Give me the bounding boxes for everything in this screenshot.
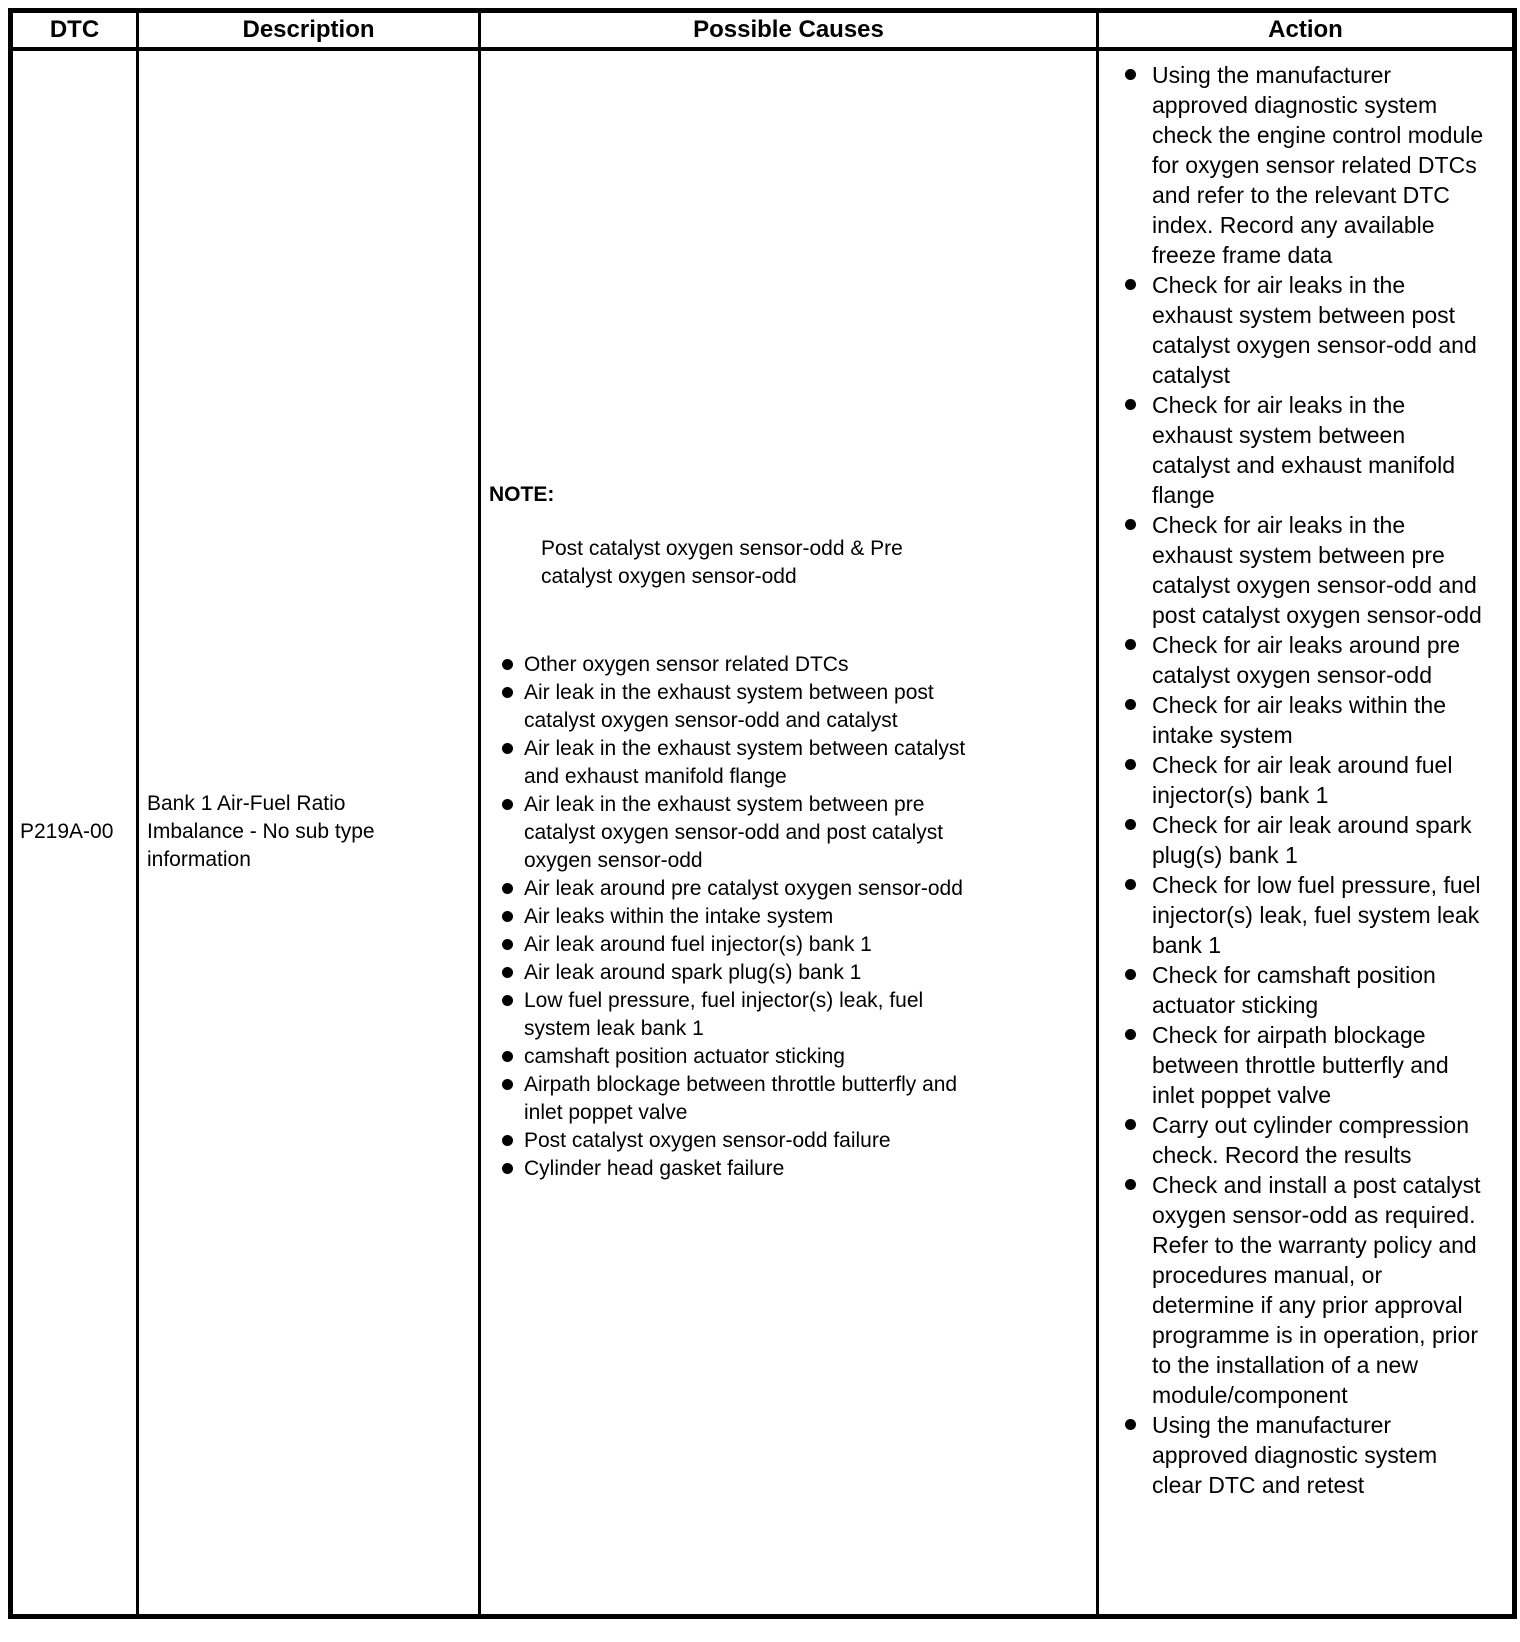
possible-cause-item-text: Air leaks within the intake system [524,905,834,929]
bullet-icon [502,1051,513,1062]
action-item-text: Check for air leak around spark plug(s) bank 1 [1152,811,1472,868]
action-item [1125,1110,1508,1170]
bullet-icon [502,939,513,950]
action-item [1125,750,1508,810]
possible-cause-item [502,1155,1088,1183]
bullet-icon [1125,1179,1136,1190]
possible-cause-item-text: Other oxygen sensor related DTCs [524,653,849,677]
bullet-icon [502,1135,513,1146]
action-item [1125,390,1508,510]
bullet-icon [502,911,513,922]
bullet-icon [1125,819,1136,830]
description-cell [138,49,480,1617]
action-item-text: Check for air leaks in the exhaust system between catalyst and exhaust manifold flange [1152,391,1456,508]
possible-cause-item-text: Airpath blockage between throttle butterfly and inlet poppet valve [524,1073,958,1125]
bullet-icon [502,687,513,698]
action-item [1125,690,1508,750]
possible-cause-item [502,791,1088,875]
note-text: Post catalyst oxygen sensor-odd & Pre catalyst oxygen sensor-odd [541,537,903,589]
bullet-icon [1125,519,1136,530]
bullet-icon [502,883,513,894]
action-item [1125,1020,1508,1110]
possible-cause-item [502,735,1088,791]
action-item [1125,630,1508,690]
action-item [1125,270,1508,390]
table-row [11,49,1515,1617]
possible-cause-item-text: Air leak in the exhaust system between pre catalyst oxygen sensor-odd and post catalyst oxygen sensor-odd [524,793,944,873]
bullet-icon [502,967,513,978]
note-label: NOTE: [489,483,555,507]
dtc-code: P219A-00 [20,820,114,844]
possible-cause-item [502,1071,1088,1127]
bullet-icon [502,799,513,810]
bullet-icon [1125,969,1136,980]
action-item-text: Check for air leaks in the exhaust system between post catalyst oxygen sensor-odd and catalyst [1152,271,1477,388]
bullet-icon [1125,69,1136,80]
possible-cause-item-text: Post catalyst oxygen sensor-odd failure [524,1129,891,1153]
possible-causes-cell [480,49,1098,1617]
dtc-diagnostic-table [8,8,1517,1619]
action-item-text: Using the manufacturer approved diagnostic system clear DTC and retest [1152,1411,1438,1498]
action-item [1125,870,1508,960]
possible-cause-item-text: camshaft position actuator sticking [524,1045,845,1069]
action-item-text: Using the manufacturer approved diagnostic system check the engine control module for oxygen sensor related DTCs and refer to the relevant DTC index. Record any available freeze frame data [1152,61,1484,268]
possible-cause-item-text: Cylinder head gasket failure [524,1157,785,1181]
action-item-text: Check for air leak around fuel injector(s) bank 1 [1152,751,1453,808]
possible-causes-list [489,651,1088,1183]
action-item-text: Check for air leaks in the exhaust system between pre catalyst oxygen sensor-odd and post catalyst oxygen sensor-odd [1152,511,1482,628]
action-item [1125,810,1508,870]
possible-cause-item [502,903,1088,931]
action-item [1125,510,1508,630]
possible-cause-item-text: Air leak around fuel injector(s) bank 1 [524,933,872,957]
possible-cause-item [502,875,1088,903]
bullet-icon [502,995,513,1006]
bullet-icon [502,1079,513,1090]
bullet-icon [1125,279,1136,290]
possible-cause-item-text: Air leak around spark plug(s) bank 1 [524,961,862,985]
possible-cause-item [502,679,1088,735]
dtc-cell [11,49,138,1617]
bullet-icon [502,1163,513,1174]
possible-cause-item-text: Air leak in the exhaust system between post catalyst oxygen sensor-odd and catalyst [524,681,934,733]
action-item-text: Check for air leaks within the intake system [1152,691,1447,748]
possible-cause-item [502,931,1088,959]
action-item-text: Check and install a post catalyst oxygen sensor-odd as required. Refer to the warranty policy and procedures manual, or determine if any prior approval programme is in operation, prior to the installation of a new module/component [1152,1171,1481,1408]
bullet-icon [502,743,513,754]
action-item [1125,60,1508,270]
bullet-icon [1125,1119,1136,1130]
action-item-text: Check for camshaft position actuator sticking [1152,961,1436,1018]
bullet-icon [502,659,513,670]
description-text: Bank 1 Air-Fuel Ratio Imbalance - No sub type information [147,792,375,872]
action-item [1125,1170,1508,1410]
possible-cause-item [502,987,1088,1043]
possible-cause-item-text: Air leak in the exhaust system between catalyst and exhaust manifold flange [524,737,966,789]
possible-cause-item [502,1127,1088,1155]
action-cell [1098,49,1515,1617]
column-header-possible-causes: Possible Causes [480,11,1098,49]
bullet-icon [1125,399,1136,410]
action-item [1125,960,1508,1020]
bullet-icon [1125,879,1136,890]
column-header-action: Action [1098,11,1515,49]
header-row [11,11,1515,49]
bullet-icon [1125,1419,1136,1430]
column-header-description: Description [138,11,480,49]
possible-cause-item-text: Air leak around pre catalyst oxygen sensor-odd [524,877,963,901]
action-item [1125,1410,1508,1500]
possible-cause-item [502,1043,1088,1071]
column-header-dtc: DTC [11,11,138,49]
action-list [1111,60,1508,1500]
action-item-text: Check for air leaks around pre catalyst oxygen sensor-odd [1152,631,1461,688]
bullet-icon [1125,1029,1136,1040]
possible-cause-item [502,651,1088,679]
bullet-icon [1125,639,1136,650]
possible-cause-item [502,959,1088,987]
action-item-text: Carry out cylinder compression check. Record the results [1152,1111,1470,1168]
bullet-icon [1125,759,1136,770]
possible-cause-item-text: Low fuel pressure, fuel injector(s) leak, fuel system leak bank 1 [524,989,924,1041]
bullet-icon [1125,699,1136,710]
action-item-text: Check for low fuel pressure, fuel injector(s) leak, fuel system leak bank 1 [1152,871,1481,958]
action-item-text: Check for airpath blockage between throttle butterfly and inlet poppet valve [1152,1021,1449,1108]
